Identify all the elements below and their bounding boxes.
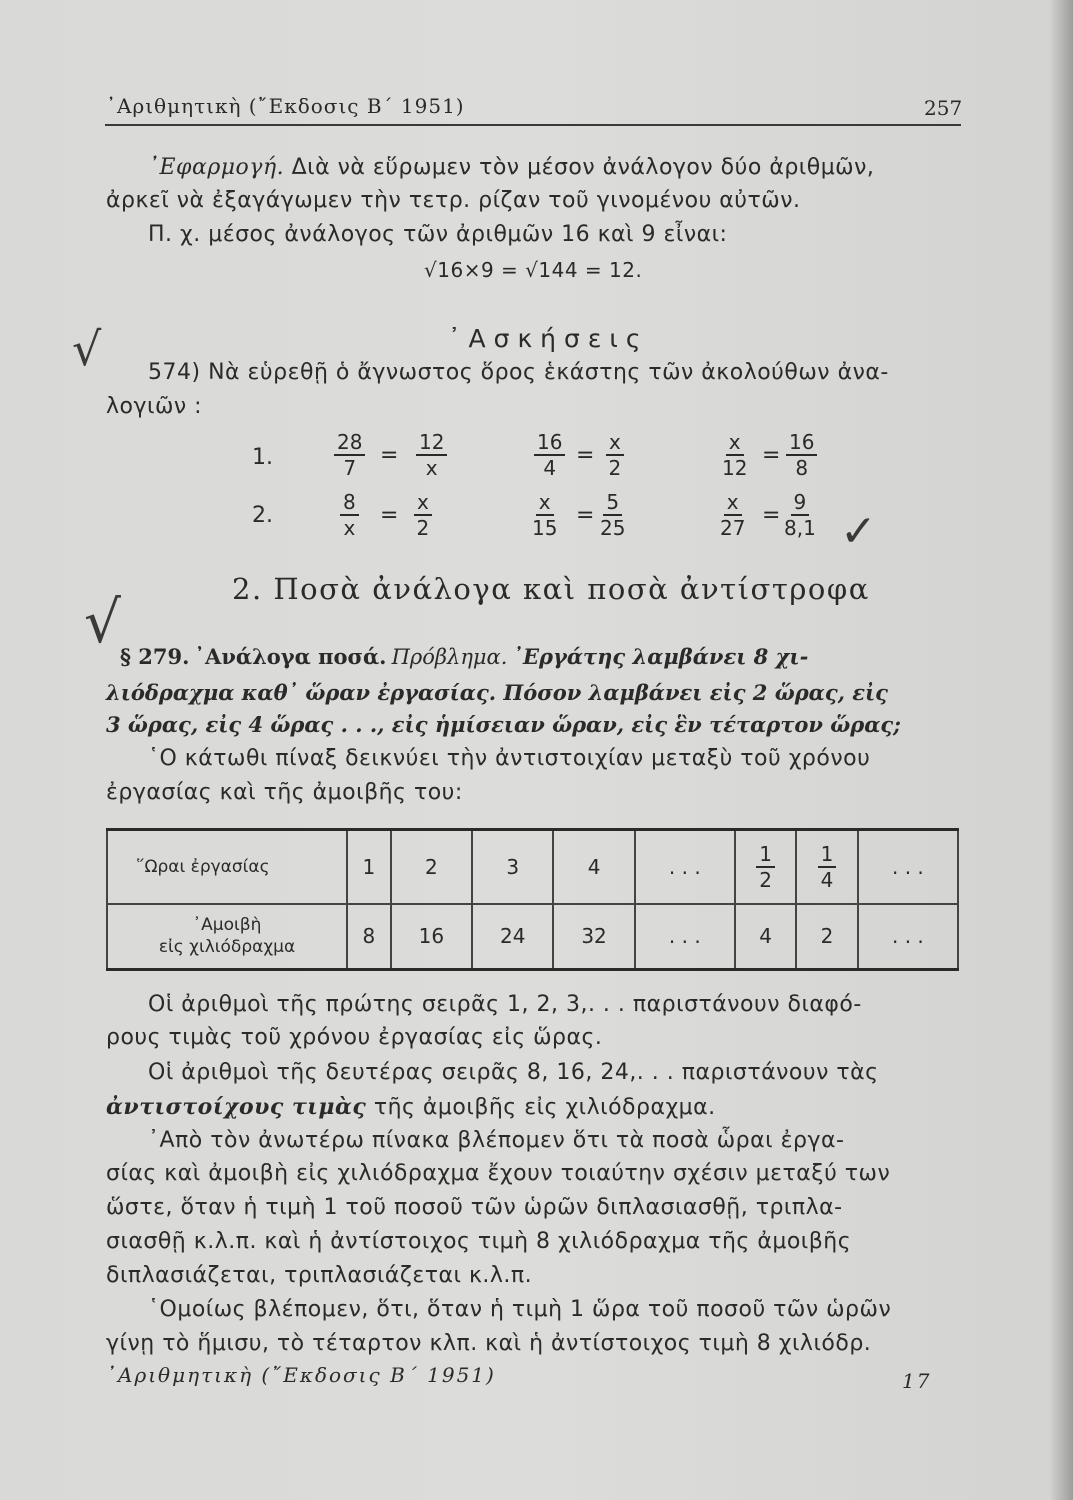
section-para-line-1 <box>120 644 808 669</box>
problem-text-3: 3 ὥρας, εἰς 4 ὥρας . . ., εἰς ἡμίσειαν ὥραν, εἰς ἓν τέταρτον ὥρας; <box>106 712 901 737</box>
fraction: $\frac{x}{2}$ <box>606 430 624 480</box>
row-header-hours: ῞Ωραι ἐργασίας <box>107 830 347 904</box>
section-title: 2. Ποσὰ ἀνάλογα καὶ ποσὰ ἀντίστροφα <box>232 572 870 606</box>
application-line-1 <box>148 155 874 180</box>
p3-line-4: σιασθῇ κ.λ.π. καὶ ἡ ἀντίστοιχος τιμὴ 8 χιλιόδραχμα τῆς ἀμοιβῆς <box>106 1229 852 1254</box>
p2-emphasis: ἀντιστοίχους τιμὰς <box>106 1094 367 1120</box>
fraction: $\frac{5}{25}$ <box>600 490 626 540</box>
p2-rest: τῆς ἀμοιβῆς εἰς χιλιόδραχμα. <box>366 1095 716 1120</box>
table-cell: 4 <box>553 830 634 904</box>
p4-line-1: ῾Ομοίως βλέπομεν, ὅτι, ὅταν ἡ τιμὴ 1 ὥρα τοῦ ποσοῦ τῶν ὡρῶν <box>148 1297 892 1322</box>
paragraph-number: § 279. <box>120 644 190 669</box>
p3-line-3: ὥστε, ὅταν ἡ τιμὴ 1 τοῦ ποσοῦ τῶν ὡρῶν διπλασιασθῇ, τριπλα- <box>106 1195 843 1220</box>
sheet-number: 17 <box>902 1369 932 1393</box>
hours-pay-table <box>106 828 959 971</box>
fraction: $\frac{x}{12}$ <box>722 430 748 480</box>
equals-sign: = <box>576 503 595 528</box>
p1-line-1: Οἱ ἀριθμοὶ τῆς πρώτης σειρᾶς 1, 2, 3,. . . παριστάνουν διαφό- <box>148 992 862 1017</box>
table-cell: . . . <box>635 830 735 904</box>
table-cell: 16 <box>391 904 472 970</box>
table-cell: 2 <box>391 830 472 904</box>
application-line-3: Π. χ. μέσος ἀνάλογος τῶν ἀριθμῶν 16 καὶ 9 εἶναι: <box>148 222 728 247</box>
row-label: 2. <box>252 503 273 528</box>
fraction: $\frac{x}{15}$ <box>532 490 558 540</box>
p4-line-2: γίνῃ τὸ ἥμισυ, τὸ τέταρτον κλπ. καὶ ἡ ἀντίστοιχος τιμὴ 8 χιλιόδρ. <box>106 1331 872 1356</box>
table-cell: 2 <box>796 904 857 970</box>
fraction: $\frac{x}{2}$ <box>414 490 432 540</box>
fraction: $\frac{16}{4}$ <box>534 430 565 480</box>
table-cell: 24 <box>472 904 553 970</box>
equals-sign: = <box>576 443 595 468</box>
p3-line-2: σίας καὶ ἀμοιβὴ εἰς χιλιόδραχμα ἔχουν τοιαύτην σχέσιν μεταξύ των <box>106 1161 891 1186</box>
application-lead: ᾿Εφαρμογή. <box>148 155 285 180</box>
page-edge-shadow <box>1051 0 1073 1500</box>
table-cell: 1 <box>347 830 391 904</box>
table-cell: . . . <box>858 904 958 970</box>
application-line-2: ἀρκεῖ νὰ ἐξαγάγωμεν τὴν τετρ. ρίζαν τοῦ γινομένου αὐτῶν. <box>106 188 801 213</box>
table-row <box>107 830 958 904</box>
exercise-574-line-1: 574) Νὰ εὑρεθῇ ὁ ἄγνωστος ὅρος ἑκάστης τῶν ἀκολούθων ἀνα- <box>148 360 889 385</box>
fraction: $\frac{12}{x}$ <box>416 430 447 480</box>
table-cell: . . . <box>858 830 958 904</box>
sqrt-formula: √16×9 = √144 = 12. <box>424 258 643 282</box>
exercises-title: ᾿Ασκήσεις <box>448 324 649 353</box>
handwritten-check-icon: ✓ <box>840 506 877 557</box>
p1-line-2: ρους τιμὰς τοῦ χρόνου ἐργασίας εἰς ὥρας. <box>106 1025 603 1050</box>
p2-line-1: Οἱ ἀριθμοὶ τῆς δευτέρας σειρᾶς 8, 16, 24,. . . παριστάνουν τὰς <box>148 1060 879 1085</box>
row-header-pay: ᾿Αμοιβὴ εἰς χιλιόδραχμα <box>107 904 347 970</box>
equals-sign: = <box>762 503 781 528</box>
intro-line-1: ῾Ο κάτωθι πίναξ δεικνύει τὴν ἀντιστοιχίαν μεταξὺ τοῦ χρόνου <box>148 746 871 771</box>
row-label: 1. <box>252 445 273 470</box>
table-cell: 8 <box>347 904 391 970</box>
table-cell: 3 <box>472 830 553 904</box>
intro-line-2: ἐργασίας καὶ τῆς ἀμοιβῆς του: <box>106 780 463 805</box>
table-cell: $\frac{1}{4}$ <box>796 830 857 904</box>
p3-line-1: ᾿Απὸ τὸν ἀνωτέρω πίνακα βλέπομεν ὅτι τὰ ποσὰ ὧραι ἐργα- <box>148 1128 845 1153</box>
header-rule <box>105 124 961 126</box>
table-row <box>107 904 958 970</box>
table-cell: . . . <box>635 904 735 970</box>
footer-signature: ᾿Αριθμητικὴ (῎Εκδοσις Β΄ 1951) <box>106 1363 496 1387</box>
section-check-icon: √ <box>84 588 121 656</box>
fraction: $\frac{28}{7}$ <box>334 430 365 480</box>
equals-sign: = <box>380 443 399 468</box>
exercise-574-line-2: λογιῶν : <box>106 394 203 419</box>
table-cell: $\frac{1}{2}$ <box>735 830 796 904</box>
page-number: 257 <box>924 96 963 120</box>
paragraph-title: ᾿Ανάλογα ποσά. <box>194 644 387 669</box>
p2-line-2 <box>106 1094 716 1120</box>
fraction: $\frac{8}{x}$ <box>340 490 359 540</box>
running-title: ᾿Αριθμητικὴ (῎Εκδοσις Β΄ 1951) <box>106 94 465 118</box>
fraction: $\frac{x}{27}$ <box>720 490 746 540</box>
table-cell: 4 <box>735 904 796 970</box>
application-text-1: Διὰ νὰ εὕρωμεν τὸν μέσον ἀνάλογον δύο ἀριθμῶν, <box>291 155 875 180</box>
equals-sign: = <box>380 503 399 528</box>
problem-text-2: λιόδραχμα καθ᾿ ὥραν ἐργασίας. Πόσον λαμβάνει εἰς 2 ὥρας, εἰς <box>106 680 888 705</box>
problem-text-1: ᾿Εργάτης λαμβάνει 8 χι- <box>512 644 809 669</box>
equals-sign: = <box>762 443 781 468</box>
p3-line-5: διπλασιάζεται, τριπλασιάζεται κ.λ.π. <box>106 1263 533 1288</box>
problem-label: Πρόβλημα. <box>391 645 508 669</box>
fraction: $\frac{16}{8}$ <box>786 430 817 480</box>
check-icon: √ <box>72 322 102 376</box>
fraction: $\frac{9}{8,1}$ <box>784 490 816 540</box>
table-cell: 32 <box>553 904 634 970</box>
